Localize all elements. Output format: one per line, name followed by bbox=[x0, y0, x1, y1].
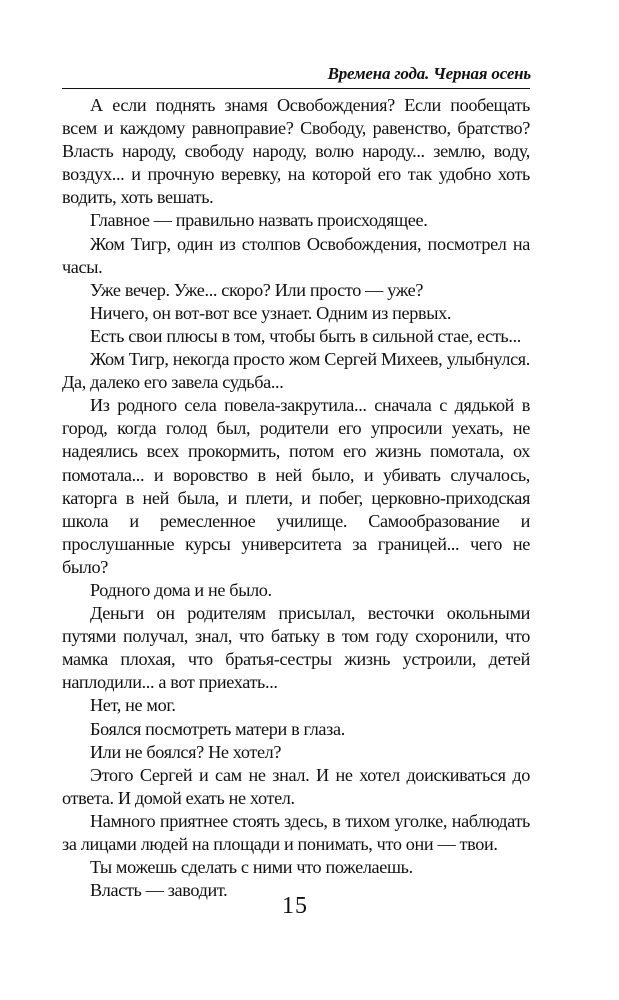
body-text bbox=[62, 94, 530, 902]
paragraph: Нет, не мог. bbox=[90, 695, 176, 716]
paragraph: Главное — правильно назвать происходящее. bbox=[90, 210, 428, 231]
header-rule bbox=[62, 88, 530, 89]
paragraph: А если поднять знамя Освобождения? Если пообещать всем и каждому равноправие? Свободу, равенство, братство? Власть народу, свободу народу, волю народу... землю, воду, воздух... и прочную веревку, на которой его так удобно хоть водить, хоть вешать. bbox=[62, 95, 530, 208]
paragraph: Из родного села повела-закрутила... сначала с дядькой в город, когда голод был, родители его упросили уехать, не надеялись всех прокормить, потом его жизнь помотала, ох помотала... и воровство в ней было, и убивать случалось, каторга в ней была, и плети, и побег, церковно-приходская школа и ремесленное училище. Самообразование и прослушанные курсы университета за границей... чего не было? bbox=[62, 395, 530, 577]
paragraph: Ничего, он вот-вот все узнает. Одним из первых. bbox=[90, 302, 452, 323]
paragraph: Ты можешь сделать с ними что пожелаешь. bbox=[90, 857, 413, 878]
page-number: 15 bbox=[282, 893, 308, 919]
paragraph: Боялся посмотреть матери в глаза. bbox=[90, 718, 345, 739]
paragraph: Власть — заводит. bbox=[90, 880, 228, 901]
paragraph: Намного приятнее стоять здесь, в тихом уголке, наблюдать за лицами людей на площади и понимать, что они — твои. bbox=[62, 810, 530, 854]
paragraph: Жом Тигр, некогда просто жом Сергей Михеев, улыбнулся. Да, далеко его завела судьба... bbox=[62, 349, 530, 393]
paragraph: Родного дома и не было. bbox=[90, 579, 272, 600]
paragraph: Уже вечер. Уже... скоро? Или просто — уже? bbox=[90, 279, 424, 300]
paragraph: Или не боялся? Не хотел? bbox=[90, 741, 282, 762]
paragraph: Есть свои плюсы в том, чтобы быть в сильной стае, есть... bbox=[90, 325, 521, 346]
running-head: Времена года. Черная осень bbox=[327, 64, 531, 83]
paragraph: Жом Тигр, один из столпов Освобождения, посмотрел на часы. bbox=[62, 233, 530, 277]
paragraph: Деньги он родителям присылал, весточки окольными путями получал, знал, что батьку в том году схоронили, что мамка плохая, что братья-сестры жизнь устроили, детей наплодили... а вот приехать... bbox=[62, 603, 530, 693]
paragraph: Этого Сергей и сам не знал. И не хотел доискиваться до ответа. И домой ехать не хотел. bbox=[62, 764, 530, 808]
